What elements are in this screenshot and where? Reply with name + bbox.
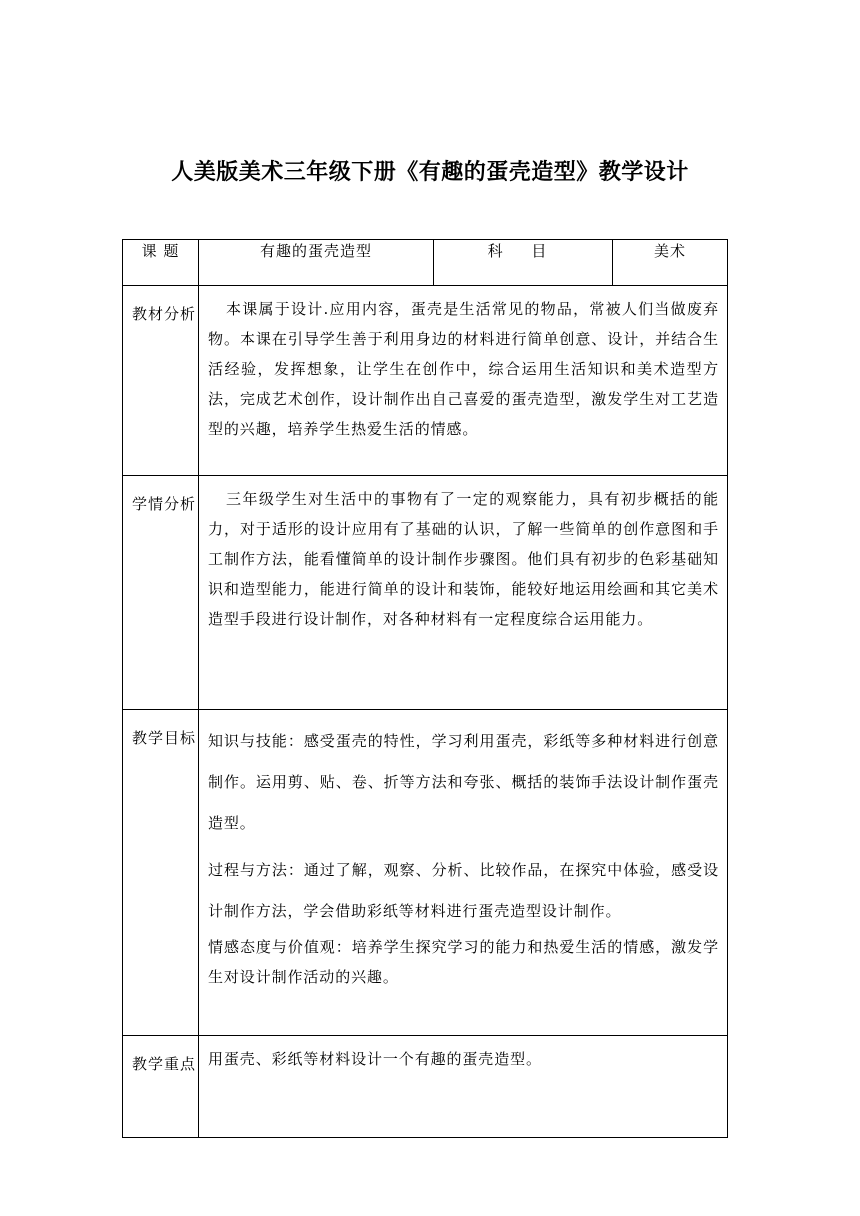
document-title: 人美版美术三年级下册《有趣的蛋壳造型》教学设计 — [171, 160, 689, 185]
teaching-focus-label: 教学重点 — [123, 1036, 199, 1138]
teaching-objectives-row — [123, 710, 728, 1036]
topic-label-cell: 课 题 — [123, 240, 199, 286]
topic-value-cell: 有趣的蛋壳造型 — [199, 240, 434, 286]
teaching-focus-row — [123, 1036, 728, 1138]
textbook-analysis-row — [123, 286, 728, 476]
student-analysis-text: 三年级学生对生活中的事物有了一定的观察能力，具有初步概括的能力，对于适形的设计应用有了基础的认识，了解一些简单的创作意图和手工制作方法，能看懂简单的设计制作步骤图。他们具有初步的色彩基础知识和造型能力，能进行简单的设计和装饰，能较好地运用绘画和其它美术造型手段进行设计制作，对各种材料有一定程度综合运用能力。 — [208, 490, 719, 628]
teaching-objectives-label: 教学目标 — [123, 710, 199, 1036]
subject-label-cell: 科 目 — [434, 240, 613, 286]
textbook-analysis-content — [199, 286, 728, 476]
objective-knowledge-skills: 知识与技能：感受蛋壳的特性，学习利用蛋壳，彩纸等多种材料进行创意制作。运用剪、贴、卷、折等方法和夸张、概括的装饰手法设计制作蛋壳造型。 — [208, 732, 719, 832]
teaching-focus-text: 用蛋壳、彩纸等材料设计一个有趣的蛋壳造型。 — [208, 1050, 542, 1068]
teaching-focus-content — [199, 1036, 728, 1138]
student-analysis-row — [123, 476, 728, 710]
student-analysis-label: 学情分析 — [123, 476, 199, 710]
subject-value-cell: 美术 — [613, 240, 728, 286]
textbook-analysis-label: 教材分析 — [123, 286, 199, 476]
objective-attitude-values: 情感态度与价值观：培养学生探究学习的能力和热爱生活的情感，激发学生对设计制作活动的兴趣。 — [208, 938, 719, 986]
teaching-objectives-content — [199, 710, 728, 1036]
textbook-analysis-text: 本课属于设计.应用内容，蛋壳是生活常见的物品，常被人们当做废弃物。本课在引导学生善于利用身边的材料进行简单创意、设计，并结合生活经验，发挥想象，让学生在创作中，综合运用生活知识和美术造型方法，完成艺术创作，设计制作出自己喜爱的蛋壳造型，激发学生对工艺造型的兴趣，培养学生热爱生活的情感。 — [208, 300, 719, 438]
objective-process-methods: 过程与方法：通过了解，观察、分析、比较作品，在探究中体验，感受设计制作方法，学会借助彩纸等材料进行蛋壳造型设计制作。 — [208, 861, 719, 920]
lesson-plan-table — [122, 239, 728, 1138]
student-analysis-content — [199, 476, 728, 710]
header-row — [123, 240, 728, 286]
